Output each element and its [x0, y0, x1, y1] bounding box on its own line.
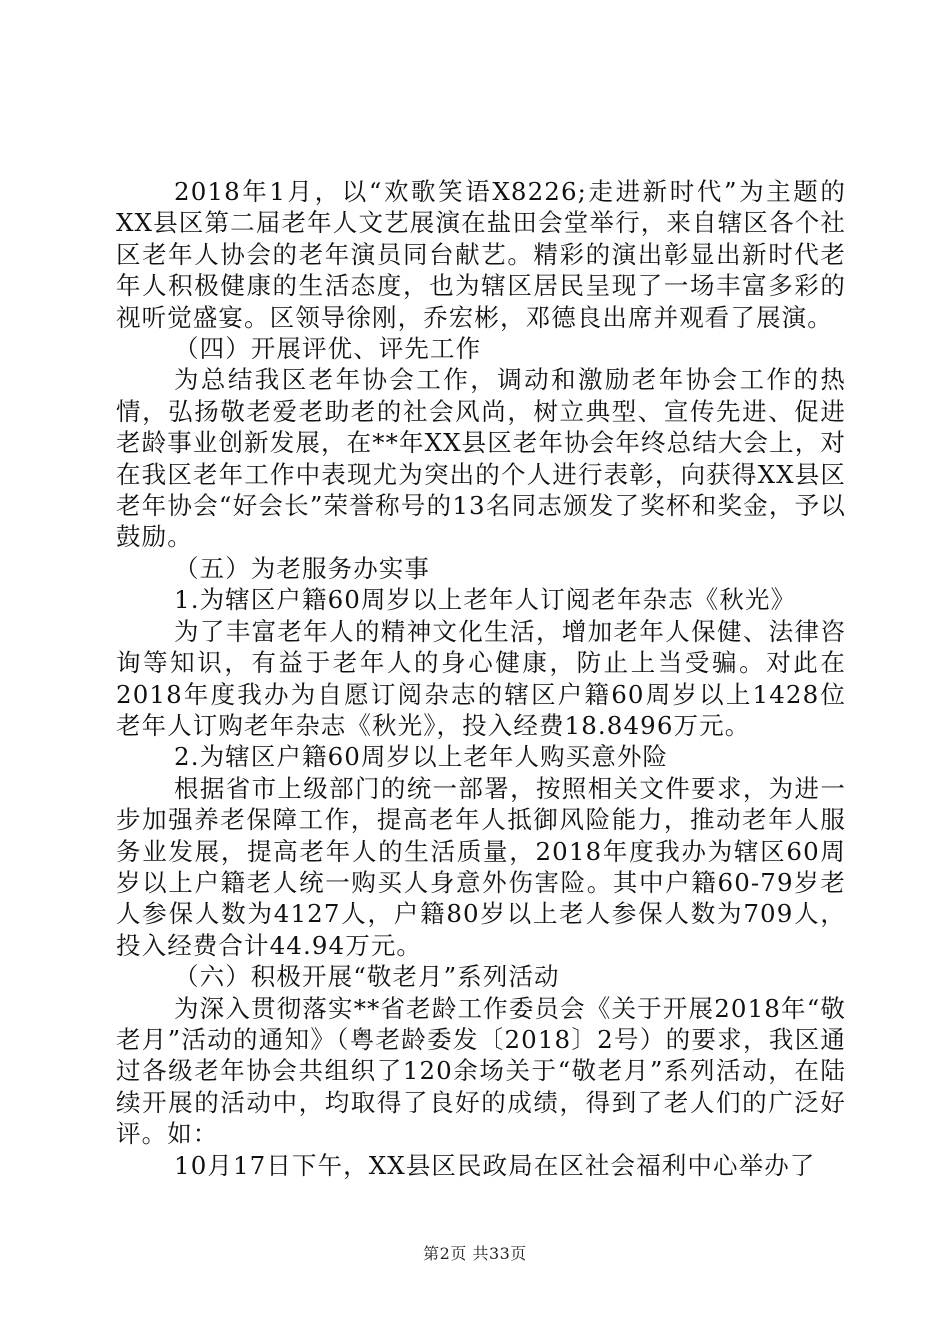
document-body [116, 176, 846, 1181]
paragraph-insurance: 根据省市上级部门的统一部署，按照相关文件要求，为进一步加强养老保障工作，提高老年人抵御风险能力，推动老年人服务业发展，提高老年人的生活质量，2018年度我办为辖区60周岁以上户籍老人统一购买人身意外伤害险。其中户籍60-79岁老人参保人数为4127人，户籍80岁以上老人参保人数为709人，投入经费合计44.94万元。 [116, 773, 846, 960]
paragraph-respect-month: 为深入贯彻落实**省老龄工作委员会《关于开展2018年“敬老月”活动的通知》（粤老龄委发〔2018〕2号）的要求，我区通过各级老年协会共组织了120余场关于“敬老月”系列活动，在陆续开展的活动中，均取得了良好的成绩，得到了老人们的广泛好评。如： [116, 993, 846, 1149]
paragraph-awards: 为总结我区老年协会工作，调动和激励老年协会工作的热情，弘扬敬老爱老助老的社会风尚，树立典型、宣传先进、促进老龄事业创新发展，在**年XX县区老年协会年终总结大会上，对在我区老年工作中表现尤为突出的个人进行表彰，向获得XX县区老年协会“好会长”荣誉称号的13名同志颁发了奖杯和奖金，予以鼓励。 [116, 365, 846, 552]
page-footer: 第2页 共33页 [423, 1244, 527, 1263]
subheading-insurance: 2.为辖区户籍60周岁以上老年人购买意外险 [174, 742, 669, 772]
paragraph-arts-festival: 2018年1月，以“欢歌笑语X8226;走进新时代”为主题的XX县区第二届老年人文艺展演在盐田会堂举行，来自辖区各个社区老年人协会的老年演员同台献艺。精彩的演出彰显出新时代老年人积极健康的生活态度，也为辖区居民呈现了一场丰富多彩的视听觉盛宴。区领导徐刚，乔宏彬，邓德良出席并观看了展演。 [116, 177, 846, 332]
section-heading-awards: （四）开展评优、评先工作 [174, 334, 482, 364]
paragraph-magazine: 为了丰富老年人的精神文化生活，增加老年人保健、法律咨询等知识，有益于老年人的身心健康，防止上当受骗。对此在2018年度我办为自愿订阅杂志的辖区户籍60周岁以上1428位老年人订购老年杂志《秋光》，投入经费18.8496万元。 [116, 616, 846, 740]
paragraph-october-event: 10月17日下午，XX县区民政局在区社会福利中心举办了 [174, 1150, 816, 1180]
section-heading-services: （五）为老服务办实事 [174, 553, 430, 583]
section-heading-respect-month: （六）积极开展“敬老月”系列活动 [174, 962, 560, 992]
subheading-magazine: 1.为辖区户籍60周岁以上老年人订阅老年杂志《秋光》 [174, 585, 797, 615]
